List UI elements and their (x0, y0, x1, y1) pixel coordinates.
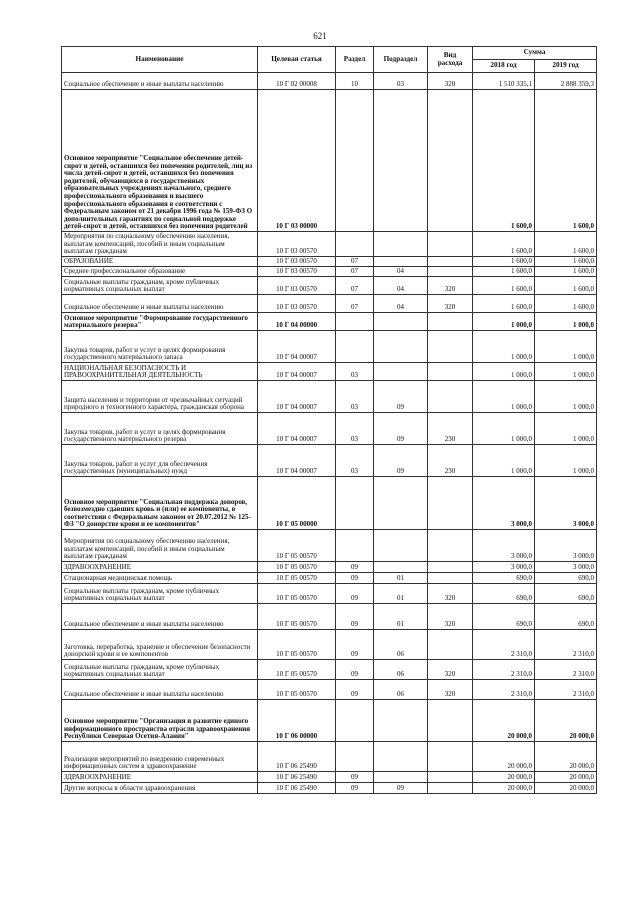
cell-expense-type (428, 363, 473, 381)
cell-sum-2018: 1 000,0 (473, 381, 535, 413)
cell-sum-2019: 1 600,0 (535, 90, 597, 232)
cell-subsection (374, 772, 428, 783)
table-row (62, 257, 597, 267)
header-2018: 2018 год (473, 60, 535, 73)
header-section: Раздел (336, 47, 374, 73)
cell-expense-type: 230 (428, 445, 473, 477)
table-row (62, 630, 597, 660)
cell-subsection: 06 (374, 680, 428, 700)
cell-sum-2019: 20 000,0 (535, 772, 597, 783)
cell-subsection (374, 257, 428, 267)
cell-subsection: 03 (374, 73, 428, 90)
cell-section: 09 (336, 660, 374, 680)
cell-target-article: 10 Г 02 00008 (258, 73, 336, 90)
cell-section: 10 (336, 73, 374, 90)
cell-name: Среднее профессиональное образование (62, 267, 258, 277)
cell-sum-2018: 1 600,0 (473, 295, 535, 313)
table-row (62, 772, 597, 783)
cell-subsection (374, 331, 428, 363)
cell-subsection (374, 313, 428, 331)
cell-target-article: 10 Г 04 00007 (258, 413, 336, 445)
cell-section: 09 (336, 772, 374, 783)
cell-sum-2019: 690,0 (535, 584, 597, 604)
table-row (62, 445, 597, 477)
cell-section: 09 (336, 562, 374, 573)
cell-name: Стационарная медицинская помощь (62, 573, 258, 584)
cell-sum-2018: 690,0 (473, 573, 535, 584)
cell-subsection: 01 (374, 573, 428, 584)
table-row (62, 477, 597, 530)
cell-sum-2019: 2 310,0 (535, 630, 597, 660)
cell-sum-2019: 1 600,0 (535, 277, 597, 295)
cell-subsection: 09 (374, 413, 428, 445)
cell-target-article: 10 Г 03 00570 (258, 257, 336, 267)
cell-subsection (374, 700, 428, 742)
cell-sum-2019: 1 000,0 (535, 381, 597, 413)
cell-name: Мероприятия по социальному обеспечению населения, выплатам компенсаций, пособий и иным социальным выплатам гражданам (62, 232, 258, 257)
cell-subsection: 09 (374, 381, 428, 413)
cell-subsection: 04 (374, 295, 428, 313)
cell-sum-2018: 2 310,0 (473, 680, 535, 700)
cell-expense-type (428, 257, 473, 267)
cell-sum-2018: 1 600,0 (473, 277, 535, 295)
cell-subsection: 04 (374, 267, 428, 277)
cell-expense-type: 320 (428, 680, 473, 700)
cell-section (336, 530, 374, 562)
cell-name: Социальные выплаты гражданам, кроме публичных нормативных социальных выплат (62, 584, 258, 604)
cell-sum-2019: 1 000,0 (535, 313, 597, 331)
cell-target-article: 10 Г 04 00000 (258, 313, 336, 331)
cell-sum-2019: 2 888 359,3 (535, 73, 597, 90)
cell-section: 03 (336, 363, 374, 381)
cell-sum-2019: 20 000,0 (535, 700, 597, 742)
cell-expense-type (428, 630, 473, 660)
cell-sum-2019: 1 600,0 (535, 267, 597, 277)
cell-subsection (374, 742, 428, 772)
cell-sum-2018: 1 000,0 (473, 413, 535, 445)
cell-section: 09 (336, 573, 374, 584)
cell-sum-2019: 1 000,0 (535, 363, 597, 381)
cell-target-article: 10 Г 05 00570 (258, 573, 336, 584)
cell-target-article: 10 Г 03 00570 (258, 232, 336, 257)
cell-sum-2018: 1 600,0 (473, 257, 535, 267)
table-row (62, 267, 597, 277)
header-expense-type (428, 47, 473, 73)
table-row (62, 90, 597, 232)
cell-target-article: 10 Г 04 00007 (258, 331, 336, 363)
cell-name: Основное мероприятие "Социальное обеспечение детей-сирот и детей, оставшихся без попечения родителей, лиц из числа детей-сирот и детей, оставшихся без попечения родителей, обучающихся в государственных образовательных учреждениях начального, среднего профессионального образования и высшего профессионального образования в соответствии с Федеральным законом от 21 декабря 1996 года № 159-ФЗ О дополнительных гарантиях по социальной поддержке детей-сирот и детей, оставшихся без попечения родителей (62, 90, 258, 232)
cell-expense-type (428, 232, 473, 257)
cell-sum-2018: 1 000,0 (473, 331, 535, 363)
cell-expense-type (428, 700, 473, 742)
cell-subsection: 09 (374, 783, 428, 794)
cell-subsection: 06 (374, 660, 428, 680)
cell-expense-type: 320 (428, 604, 473, 630)
cell-sum-2018: 690,0 (473, 584, 535, 604)
cell-sum-2019: 3 000,0 (535, 477, 597, 530)
table-row (62, 783, 597, 794)
cell-expense-type: 230 (428, 413, 473, 445)
cell-sum-2018: 2 310,0 (473, 630, 535, 660)
cell-sum-2019: 1 000,0 (535, 331, 597, 363)
table-row (62, 295, 597, 313)
cell-name: Реализация мероприятий по внедрению современных информационных систем в здравоохранение (62, 742, 258, 772)
cell-expense-type: 320 (428, 584, 473, 604)
header-2019: 2019 год (535, 60, 597, 73)
cell-sum-2019: 1 600,0 (535, 232, 597, 257)
cell-section: 09 (336, 680, 374, 700)
header-expense-type-line1: Вид (443, 50, 457, 59)
cell-expense-type (428, 90, 473, 232)
cell-sum-2019: 1 000,0 (535, 445, 597, 477)
cell-section (336, 232, 374, 257)
cell-target-article: 10 Г 04 00007 (258, 445, 336, 477)
cell-sum-2018: 1 000,0 (473, 313, 535, 331)
cell-subsection (374, 90, 428, 232)
cell-name: Основное мероприятие "Организация и развитие единого информационного пространства отрасли здравоохранения Республики Северная Осетия-Алания" (62, 700, 258, 742)
cell-subsection: 01 (374, 604, 428, 630)
header-subsection: Подраздел (374, 47, 428, 73)
cell-section: 09 (336, 584, 374, 604)
header-name: Наименование (62, 47, 258, 73)
cell-section: 07 (336, 277, 374, 295)
cell-expense-type (428, 562, 473, 573)
cell-expense-type (428, 331, 473, 363)
cell-name: Защита населения и территории от чрезвычайных ситуаций природного и техногенного характера, гражданская оборона (62, 381, 258, 413)
table-row (62, 331, 597, 363)
cell-target-article: 10 Г 06 25490 (258, 772, 336, 783)
cell-target-article: 10 Г 03 00570 (258, 267, 336, 277)
cell-expense-type (428, 530, 473, 562)
table-row (62, 381, 597, 413)
cell-sum-2018: 20 000,0 (473, 772, 535, 783)
cell-sum-2019: 20 000,0 (535, 742, 597, 772)
cell-subsection: 04 (374, 277, 428, 295)
table-row (62, 573, 597, 584)
cell-sum-2019: 3 000,0 (535, 562, 597, 573)
cell-target-article: 10 Г 05 00000 (258, 477, 336, 530)
cell-section: 07 (336, 295, 374, 313)
cell-subsection (374, 477, 428, 530)
cell-expense-type: 320 (428, 295, 473, 313)
cell-sum-2018: 690,0 (473, 604, 535, 630)
table-row (62, 700, 597, 742)
cell-name: Социальные выплаты гражданам, кроме публичных нормативных социальных выплат (62, 277, 258, 295)
cell-subsection: 06 (374, 630, 428, 660)
cell-target-article: 10 Г 06 25490 (258, 783, 336, 794)
cell-expense-type (428, 313, 473, 331)
cell-name: Мероприятия по социальному обеспечению населения, выплатам компенсаций, пособий и иным социальным выплатам гражданам (62, 530, 258, 562)
cell-section: 03 (336, 445, 374, 477)
cell-name: Социальное обеспечение и иные выплаты населению (62, 73, 258, 90)
table-row (62, 530, 597, 562)
cell-section (336, 90, 374, 232)
cell-sum-2019: 3 000,0 (535, 530, 597, 562)
table-row (62, 742, 597, 772)
cell-name: Основное мероприятие "Социальная поддержка доноров, безвозмездно сдавших кровь и (или) ее компоненты, в соответствии с Федеральным законом от 20.07.2012 № 125-ФЗ "О донорстве крови и ее компонентов" (62, 477, 258, 530)
cell-expense-type (428, 477, 473, 530)
cell-sum-2018: 1 600,0 (473, 232, 535, 257)
cell-target-article: 10 Г 05 00570 (258, 680, 336, 700)
cell-expense-type: 320 (428, 73, 473, 90)
cell-subsection (374, 232, 428, 257)
cell-sum-2019: 2 310,0 (535, 660, 597, 680)
cell-sum-2019: 20 000,0 (535, 783, 597, 794)
cell-name: Закупка товаров, работ и услуг в целях формирования государственного материального резерва (62, 413, 258, 445)
cell-subsection (374, 530, 428, 562)
cell-name: Социальное обеспечение и иные выплаты населению (62, 680, 258, 700)
cell-sum-2018: 2 310,0 (473, 660, 535, 680)
cell-target-article: 10 Г 05 00570 (258, 604, 336, 630)
cell-sum-2018: 20 000,0 (473, 783, 535, 794)
cell-section: 09 (336, 783, 374, 794)
cell-sum-2018: 1 600,0 (473, 90, 535, 232)
table-row (62, 604, 597, 630)
cell-sum-2018: 20 000,0 (473, 742, 535, 772)
cell-section (336, 331, 374, 363)
table-row (62, 232, 597, 257)
budget-table (61, 46, 597, 794)
cell-sum-2018: 1 000,0 (473, 363, 535, 381)
cell-section: 07 (336, 267, 374, 277)
cell-expense-type: 320 (428, 660, 473, 680)
page-number: 621 (313, 31, 327, 41)
cell-name: Закупка товаров, работ и услуг в целях формирования государственного материального запаса (62, 331, 258, 363)
cell-target-article: 10 Г 05 00570 (258, 562, 336, 573)
table-row (62, 584, 597, 604)
cell-target-article: 10 Г 03 00570 (258, 295, 336, 313)
table-row (62, 313, 597, 331)
cell-subsection (374, 363, 428, 381)
cell-sum-2019: 690,0 (535, 604, 597, 630)
cell-subsection (374, 562, 428, 573)
cell-subsection: 01 (374, 584, 428, 604)
table-row (62, 413, 597, 445)
cell-target-article: 10 Г 04 00007 (258, 363, 336, 381)
cell-sum-2018: 1 600,0 (473, 267, 535, 277)
cell-name: ОБРАЗОВАНИЕ (62, 257, 258, 267)
cell-name: ЗДРАВООХРАНЕНИЕ (62, 772, 258, 783)
cell-target-article: 10 Г 05 00570 (258, 660, 336, 680)
cell-expense-type (428, 573, 473, 584)
cell-section (336, 700, 374, 742)
cell-target-article: 10 Г 05 00570 (258, 530, 336, 562)
table-row (62, 562, 597, 573)
header-expense-type-line2: расхода (437, 58, 463, 67)
cell-target-article: 10 Г 03 00000 (258, 90, 336, 232)
cell-section (336, 313, 374, 331)
cell-sum-2018: 3 000,0 (473, 530, 535, 562)
cell-sum-2019: 1 600,0 (535, 257, 597, 267)
cell-name: Другие вопросы в области здравоохранения (62, 783, 258, 794)
cell-subsection: 09 (374, 445, 428, 477)
cell-name: Социальное обеспечение и иные выплаты населению (62, 295, 258, 313)
cell-section (336, 742, 374, 772)
table-row (62, 363, 597, 381)
cell-section: 03 (336, 381, 374, 413)
cell-target-article: 10 Г 06 25490 (258, 742, 336, 772)
cell-sum-2019: 1 000,0 (535, 413, 597, 445)
cell-expense-type (428, 381, 473, 413)
cell-name: Заготовка, переработка, хранение и обеспечение безопасности донорской крови и ее компонентов (62, 630, 258, 660)
cell-target-article: 10 Г 06 00000 (258, 700, 336, 742)
table-row (62, 680, 597, 700)
cell-sum-2018: 3 000,0 (473, 562, 535, 573)
cell-section: 03 (336, 413, 374, 445)
cell-sum-2018: 3 000,0 (473, 477, 535, 530)
cell-section: 09 (336, 604, 374, 630)
cell-sum-2019: 690,0 (535, 573, 597, 584)
cell-name: Закупка товаров, работ и услуг для обеспечения государственных (муниципальных) нужд (62, 445, 258, 477)
cell-expense-type: 320 (428, 277, 473, 295)
cell-expense-type (428, 267, 473, 277)
cell-sum-2018: 20 000,0 (473, 700, 535, 742)
table-body (62, 73, 597, 794)
cell-name: ЗДРАВООХРАНЕНИЕ (62, 562, 258, 573)
cell-target-article: 10 Г 04 00007 (258, 381, 336, 413)
cell-name: НАЦИОНАЛЬНАЯ БЕЗОПАСНОСТЬ И ПРАВООХРАНИТЕЛЬНАЯ ДЕЯТЕЛЬНОСТЬ (62, 363, 258, 381)
cell-target-article: 10 Г 05 00570 (258, 630, 336, 660)
cell-section: 09 (336, 630, 374, 660)
cell-name: Основное мероприятие "Формирование государственного материального резерва" (62, 313, 258, 331)
cell-expense-type (428, 772, 473, 783)
cell-sum-2019: 1 600,0 (535, 295, 597, 313)
cell-target-article: 10 Г 03 00570 (258, 277, 336, 295)
cell-expense-type (428, 783, 473, 794)
table-row (62, 660, 597, 680)
header-target-article: Целевая статья (258, 47, 336, 73)
cell-expense-type (428, 742, 473, 772)
cell-name: Социальные выплаты гражданам, кроме публичных нормативных социальных выплат (62, 660, 258, 680)
header-sum: Сумма (473, 47, 597, 60)
cell-section: 07 (336, 257, 374, 267)
cell-sum-2019: 2 310,0 (535, 680, 597, 700)
table-row (62, 277, 597, 295)
cell-name: Социальное обеспечение и иные выплаты населению (62, 604, 258, 630)
cell-sum-2018: 1 000,0 (473, 445, 535, 477)
cell-target-article: 10 Г 05 00570 (258, 584, 336, 604)
cell-sum-2018: 1 510 335,1 (473, 73, 535, 90)
cell-section (336, 477, 374, 530)
table-row (62, 73, 597, 90)
